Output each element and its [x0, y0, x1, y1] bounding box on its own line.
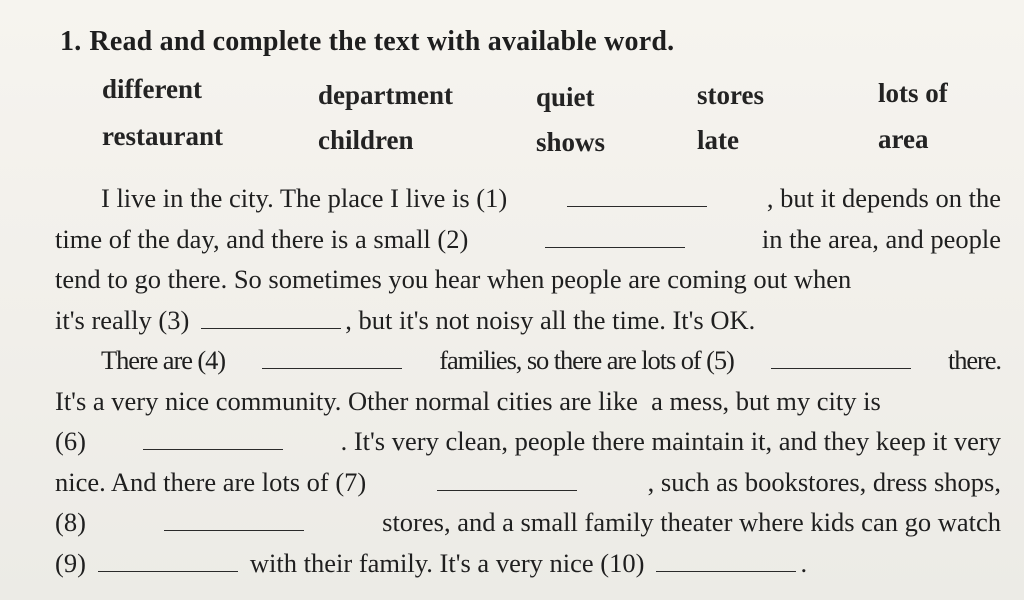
exercise-number: 1. [60, 26, 82, 57]
passage-line [55, 543, 1001, 584]
word-bank-item: restaurant [102, 121, 223, 151]
passage [55, 178, 1001, 583]
passage-text: , such as bookstores, dress shops, [647, 466, 1001, 497]
passage-line [55, 178, 1001, 219]
passage-text: . It's very clean, people there maintain it, and they keep it very [340, 426, 1001, 456]
blank-7[interactable] [437, 489, 577, 491]
blank-8[interactable] [164, 529, 304, 531]
exercise-instruction: Read and complete the text with available word. [89, 26, 675, 57]
passage-text: it's really (3) [55, 304, 190, 335]
word-bank-item: area [878, 124, 929, 154]
word-bank-item: shows [536, 127, 606, 157]
passage-text: there. [947, 345, 1001, 375]
blank-5[interactable] [771, 367, 911, 369]
word-bank [0, 0, 1024, 170]
blank-3[interactable] [201, 327, 341, 329]
passage-text: in the area, and people [761, 223, 1001, 254]
passage-text: (6) [55, 426, 86, 456]
word-bank-item: different [102, 74, 202, 104]
passage-line [55, 502, 1001, 543]
passage-text: with their family. It's a very nice (10) [249, 547, 645, 578]
passage-text: nice. And there are lots of (7) [55, 466, 367, 497]
word-bank-item: late [697, 125, 739, 155]
passage-text: , but it depends on the [766, 183, 1001, 213]
word-bank-item: quiet [536, 82, 595, 112]
passage-line [55, 381, 1001, 422]
passage-text: . [800, 547, 808, 578]
blank-2[interactable] [545, 246, 685, 248]
passage-text: It's a very nice community. Other normal cities are like a mess, but my city is [55, 385, 881, 416]
passage-line [55, 259, 1001, 300]
word-bank-item: children [318, 125, 414, 155]
passage-line [55, 462, 1001, 503]
passage-text: families, so there are lots of (5) [439, 345, 734, 375]
passage-line [55, 300, 1001, 341]
blank-9[interactable] [98, 570, 238, 572]
passage-text: time of the day, and there is a small (2) [55, 223, 469, 254]
passage-text: There are (4) [101, 345, 225, 375]
blank-4[interactable] [262, 367, 402, 369]
passage-line [55, 219, 1001, 260]
word-bank-item: department [318, 80, 453, 110]
passage-text: (9) [55, 547, 86, 578]
blank-10[interactable] [656, 570, 796, 572]
word-bank-item: stores [697, 80, 764, 110]
passage-text: stores, and a small family theater where kids can go watch [382, 507, 1001, 537]
passage-text: (8) [55, 507, 86, 537]
word-bank-item: lots of [878, 78, 948, 108]
passage-line [55, 340, 1001, 381]
blank-6[interactable] [143, 448, 283, 450]
blank-1[interactable] [567, 205, 707, 207]
passage-line [55, 421, 1001, 462]
passage-text: I live in the city. The place I live is (1) [101, 183, 508, 213]
passage-text: , but it's not noisy all the time. It's OK. [345, 304, 756, 335]
passage-text: tend to go there. So sometimes you hear when people are coming out when [55, 264, 852, 294]
